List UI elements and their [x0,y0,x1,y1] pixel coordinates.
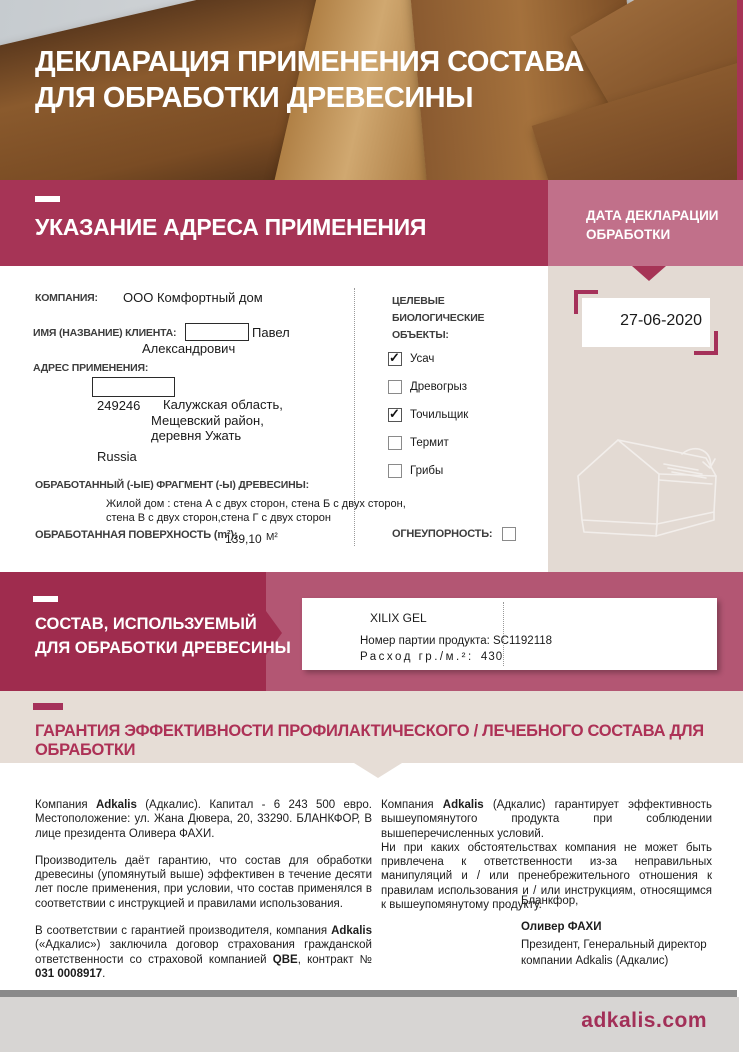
client-name-label: ИМЯ (НАЗВАНИЕ) КЛИЕНТА: [33,327,177,339]
checkbox-tochilshchik[interactable] [388,408,402,422]
checkbox-drevogryz[interactable] [388,380,402,394]
page-title [35,44,584,116]
treated-surface-value: 139,10 [225,532,262,546]
target-row-tochilshchik [388,408,468,422]
target-row-griby [388,464,443,478]
address-section-header [0,180,743,266]
treated-surface-label: ОБРАБОТАННАЯ ПОВЕРХНОСТЬ (m²): [35,529,238,541]
wood-beams-photo [0,0,743,180]
targets-heading-line2: БИОЛОГИЧЕСКИЕ [392,312,485,324]
date-declaration-heading-line1: ДАТА ДЕКЛАРАЦИИ [586,208,719,223]
date-declaration-panel [548,266,743,572]
batch-number-line [360,635,552,647]
signature-role-line2: компании Adkalis (Адкалис) [521,955,669,967]
target-row-usach [388,352,434,366]
signature-role-line1: Президент, Генеральный директор [521,939,707,951]
client-patronymic: Александрович [142,341,236,356]
target-row-termit [388,436,449,450]
client-first-name: Павел [252,325,290,340]
page-title-line1: ДЕКЛАРАЦИЯ ПРИМЕНЕНИЯ СОСТАВА [35,46,584,78]
redacted-client-name-box [185,323,249,341]
signature-name: Оливер ФАХИ [521,921,602,933]
corner-bracket-top-left [574,290,598,314]
footer [0,997,739,1052]
company-label: КОМПАНИЯ: [35,292,98,304]
biological-targets-heading [392,293,484,344]
guarantee-paragraph: Компания Adkalis (Адкалис). Капитал - 6 243 500 евро. Местоположение: ул. Жана Дювера, 20, 33290. БЛАНКФОР, В лице президента Оливера ФАХИ. [35,799,372,840]
date-declaration-heading [586,206,719,244]
address-district: Мещевский район, [151,413,264,428]
guarantee-left-column [35,798,372,994]
guarantee-paragraph: Ни при каких обстоятельствах компания не может быть привлечена к ответственности из-за неправильных манипуляций и / или пренебрежительного отношения к правилам использования и / или инструкциям, относящимся к вышеупомянутому продукту. [381,841,712,912]
redacted-address-box [92,377,175,397]
batch-label: Номер партии продукта: [360,635,490,647]
checkbox-label: Древогрыз [410,381,468,394]
composition-section [0,572,743,691]
guarantee-paragraph: В соответствии с гарантией производителя, компания Adkalis («Адкалис») заключила договор страхования гражданской ответственности со страховой компанией QBE, контракт № 031 0008917. [35,925,372,980]
checkbox-label: Грибы [410,465,444,478]
composition-section-title [35,612,291,660]
fire-resistance-label: ОГНЕУПОРНОСТЬ: [392,528,493,541]
composition-title-line2: ДЛЯ ОБРАБОТКИ ДРЕВЕСИНЫ [35,639,291,657]
section-dash [33,703,63,710]
section-dash [35,196,60,202]
down-arrow [632,266,666,281]
address-postcode: 249246 [97,398,141,413]
fire-resistance-checkbox[interactable] [502,527,516,541]
application-address-label: АДРЕС ПРИМЕНЕНИЯ: [33,362,149,374]
targets-heading-line3: ОБЪЕКТЫ: [392,329,449,341]
address-country: Russia [97,449,137,464]
checkbox-griby[interactable] [388,464,402,478]
footer-site-link[interactable]: adkalis.com [581,1009,707,1032]
date-box [582,298,710,347]
accent-strip [737,0,743,180]
page-title-line2: ДЛЯ ОБРАБОТКИ ДРЕВЕСИНЫ [35,82,474,114]
treated-fragment-line2: стена В с двух сторон,стена Г с двух сторон [106,512,331,524]
address-section-title: УКАЗАНИЕ АДРЕСА ПРИМЕНЕНИЯ [35,214,427,240]
checkbox-label: Точильщик [410,409,469,422]
treated-fragment-label: ОБРАБОТАННЫЙ (-ЫЕ) ФРАГМЕНТ (-Ы) ДРЕВЕСИНЫ: [35,479,309,491]
guarantee-paragraph: Производитель даёт гарантию, что состав для обработки древесины (упомянутый выше) эффективен в течение десяти лет после применения, при условии, что состав применялся в соответствии с инструкцией и правилами использования. [35,854,372,910]
guarantee-paragraph: Компания Adkalis (Адкалис) гарантирует эффективность вышеупомянутого продукта при соблюдении вышеперечисленных условий. [381,799,712,840]
company-value: ООО Комфортный дом [123,290,263,305]
target-row-drevogryz [388,380,467,394]
date-declaration-heading-line2: ОБРАБОТКИ [586,227,671,242]
checkbox-label: Усач [410,353,435,366]
treated-fragment-line1: Жилой дом : стена А с двух сторон, стена Б с двух сторон, [106,498,406,510]
declaration-date-value: 27-06-2020 [620,312,702,329]
targets-heading-line1: ЦЕЛЕВЫЕ [392,295,445,307]
signature-block [521,893,707,969]
fire-resistance-row [392,527,516,541]
date-declaration-panel-header [548,180,743,266]
product-box [302,598,717,670]
guarantee-section-title: ГАРАНТИЯ ЭФФЕКТИВНОСТИ ПРОФИЛАКТИЧЕСКОГО / ЛЕЧЕБНОГО СОСТАВА ДЛЯ ОБРАБОТКИ [35,722,704,759]
treated-surface-unit: М² [266,532,278,543]
consumption-rate-line [360,651,503,663]
product-name: XILIX GEL [370,611,427,625]
checkbox-termit[interactable] [388,436,402,450]
application-address-form [0,266,743,572]
section-dash [33,596,58,602]
down-arrow-beige [354,763,402,778]
batch-value: SC1192118 [493,635,553,647]
composition-title-line1: СОСТАВ, ИСПОЛЬЗУЕМЫЙ [35,615,257,633]
footer-divider-bar [0,990,737,997]
address-region: Калужская область, [163,397,283,412]
consumption-rate-value: 430 [480,651,504,663]
address-village: деревня Ужать [151,428,242,443]
guarantee-section-header [0,691,743,763]
checkbox-label: Термит [410,437,449,450]
house-sketch-icon [564,414,724,544]
product-box-divider-dotted [503,602,504,666]
corner-bracket-bottom-right [694,331,718,355]
checkbox-usach[interactable] [388,352,402,366]
consumption-rate-label: Расход гр./м.²: [360,651,474,663]
signature-city: Бланкфор, [521,895,579,907]
